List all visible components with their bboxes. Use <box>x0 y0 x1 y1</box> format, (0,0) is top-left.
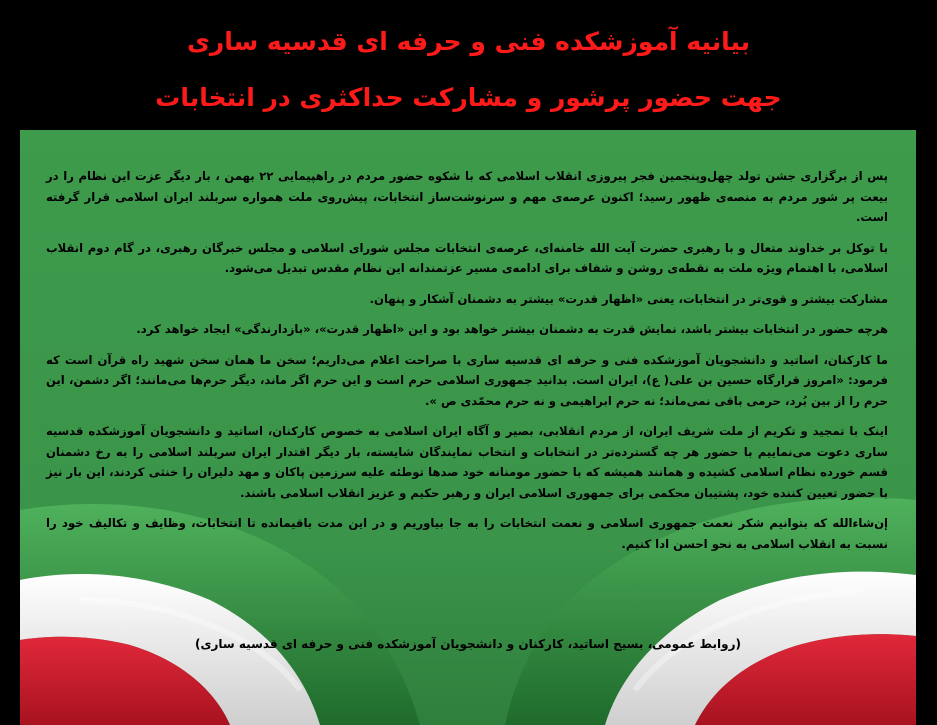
paragraph-3: مشارکت بیشتر و قوی‌تر در انتخابات، یعنی «اظهار قدرت» بیشتر به دشمنان آشکار و پنهان. <box>369 291 888 306</box>
paragraph-2: با توکل بر خداوند متعال و با رهبری حضرت آیت الله خامنه‌ای، عرصه‌ی انتخابات مجلس شورای اسلامی و مجلس خبرگان رهبری، در گام دوم انقلاب اسلامی، با اهتمام ویژه ملت به نقطه‌ی روشن و شفاف برای ادامه‌ی مسیر عزتمندانه این نظام مقدس تبدیل می‌شود. <box>46 240 888 275</box>
statement-panel <box>20 130 916 725</box>
paragraph-6: اینک با تمجید و تکریم از ملت شریف ایران، از مردم انقلابی، بصیر و آگاه ایران اسلامی به خصوص کارکنان، اساتید و دانشجویان آموزشکده قدسیه ساری دعوت می‌نماییم با حضور هر چه گسترده‌تر در انتخابات و انتخاب نمایندگان شایسته، بار دیگر اقتدار ایران سربلند اسلامی را به رخ دشمنان قسم خورده نظام اسلامی کشیده و همانند همیشه که با حضور مومنانه خود صدها توطئه علیه سرزمین پاکان و مهد دلیران را خنثی کردند، این بار نیز با حضور تعیین کننده خود، پشتیبان محکمی برای جمهوری اسلامی ایران و رهبر حکیم و عزیز انقلاب اسلامی باشند. <box>46 424 888 500</box>
paragraph-7: إن‌شاءالله که بتوانیم شکر نعمت جمهوری اسلامی و نعمت انتخابات را به جا بیاوریم و در این مدت باقیمانده تا انتخابات، وظایف و تکالیف خود را نسبت به انقلاب اسلامی به نحو احسن ادا کنیم. <box>46 516 888 551</box>
paragraph-5: ما کارکنان، اساتید و دانشجویان آموزشکده فنی و حرفه ای قدسیه ساری با صراحت اعلام می‌داریم؛ سخن ما همان سخن شهید راه قرآن است که فرمود: «امروز قرارگاه حسین بن علی( ع)، ایران است. بدانید جمهوری اسلامی حرم است و این حرم اگر ماند، دیگر حرم‌ها می‌مانند؛ اگر دشمن، این حرم را از بین بُرد، حرمی باقی نمی‌ماند؛ نه حرم ابراهیمی و نه حرم محمّدی ص ». <box>46 352 888 408</box>
paragraph-1: پس از برگزاری جشن تولد چهل‌وپنجمین فجر پیروزی انقلاب اسلامی که با شکوه حضور مردم در راهپیمایی ۲۲ بهمن ، بار دیگر عزت این نظام را در بیعت پر شور مردم به منصه‌ی ظهور رسید؛ اکنون عرصه‌ی مهم و سرنوشت‌ساز انتخابات، پیش‌روی ملت همواره سربلند ایران اسلامی قرار گرفته است. <box>46 169 888 224</box>
title-line-1: بیانیه آموزشکده فنی و حرفه ای قدسیه ساری <box>186 27 751 56</box>
statement-body <box>46 166 888 564</box>
title-line-2: جهت حضور پرشور و مشارکت حداکثری در انتخابات <box>155 83 782 112</box>
signature: (روابط عمومی، بسیج اساتید، کارکنان و دانشجویان آموزشکده فنی و حرفه ای قدسیه ساری) <box>195 637 741 651</box>
header <box>0 0 937 130</box>
paragraph-4: هرچه حضور در انتخابات بیشتر باشد، نمایش قدرت به دشمنان بیشتر خواهد بود و این «اظهار قدرت»، «بازدارندگی» ایجاد خواهد کرد. <box>136 322 888 336</box>
